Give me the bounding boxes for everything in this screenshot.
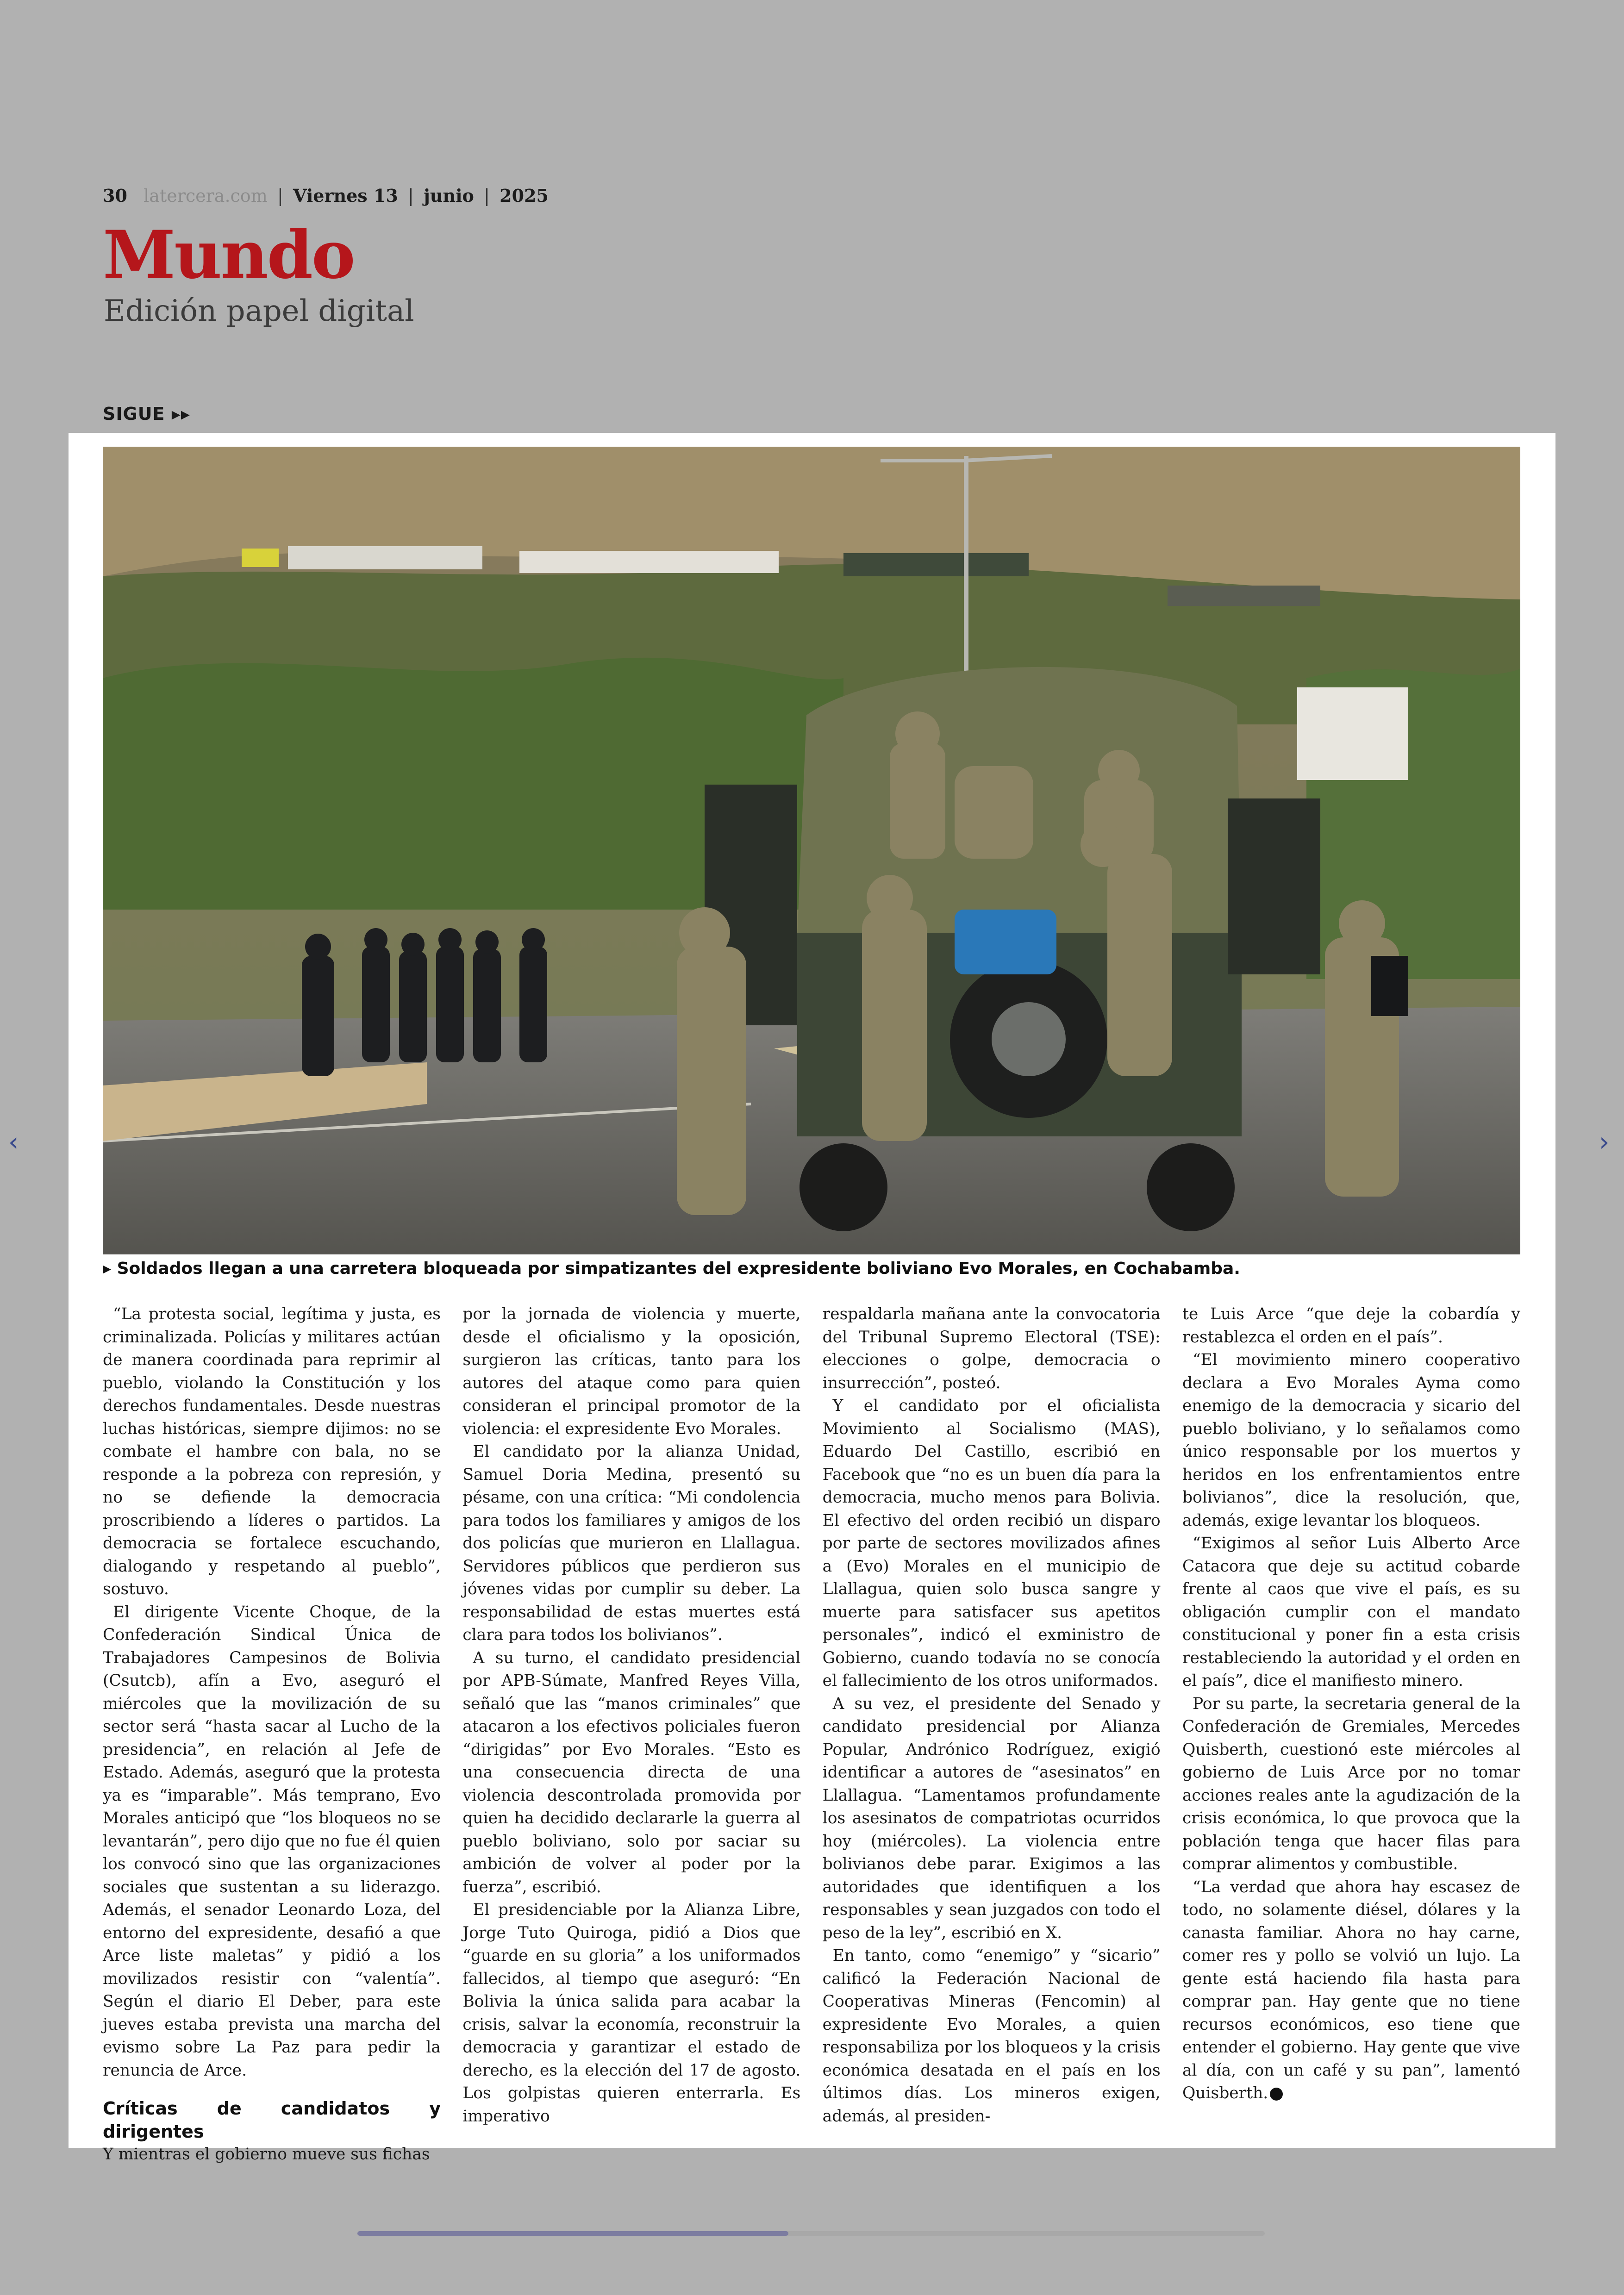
paragraph: Y el candidato por el oficialista Movimiento al Socialismo (MAS), Eduardo Del Castillo, escribió en Facebook que “no es un buen día para la democracia, mucho menos para Bolivia. El efectivo del orden recibió un disparo por parte de sectores movilizados afines a (Evo) Morales en el municipio de Llallagua, quien solo busca sangre y muerte para satisfacer sus apetitos personales”, indicó el exministro de Gobierno, cuando todavía no se conocía el fallecimiento de los otros uniformados.: [822, 1397, 1161, 1690]
continue-label: SIGUE ▸▸: [103, 404, 190, 424]
paragraph-end: [1182, 1876, 1520, 2105]
section-subtitle: Edición papel digital: [104, 294, 414, 328]
article-photo: [103, 447, 1520, 1254]
paragraph: El candidato por la alianza Unidad, Samuel Doria Medina, presentó su pésame, con una crítica: “Mi condolencia para todos los familiares y amigos de los dos policías que murieron en Llallagua. Servidores públicos que perdieron sus jóvenes vidas por cumplir su deber. La responsabilidad de estas muertes está clara para todos los bolivianos”.: [462, 1442, 801, 1644]
paragraph: “La protesta social, legítima y justa, es criminalizada. Policías y militares actúan de manera coordinada para reprimir al pueblo, violando la Constitución y los derechos fundamentales. Desde nuestras luchas históricas, siempre dijimos: no se combate el hambre con bala, no se responde a la pobreza con represión, y no se defiende la democracia proscribiendo a líderes o partidos. La democracia se fortalece escuchando, dialogando y respetando al pueblo”, sostuvo.: [103, 1305, 441, 1598]
paragraph: Por su parte, la secretaria general de la Confederación de Gremiales, Mercedes Quisberth, cuestionó este miércoles al gobierno de Luis Arce por no tomar acciones reales ante la agudización de la crisis económica, lo que provoca que la población tenga que hacer filas para comprar alimentos y combustible.: [1182, 1694, 1520, 1873]
section-title: Mundo: [103, 217, 354, 293]
paragraph: El presidenciable por la Alianza Libre, Jorge Tuto Quiroga, pidió a Dios que “guarde en su gloria” a los uniformados fallecidos, al tiempo que aseguró: “En Bolivia la única salida para acabar la crisis, salvar la economía, reconstruir la democracia y garantizar el estado de derecho, es la elección del 17 de agosto. Los golpistas quieren enterrarla. Es imperativo: [462, 1901, 801, 2126]
site-name: latercera.com: [144, 186, 268, 206]
paragraph: A su turno, el candidato presidencial por APB-Súmate, Manfred Reyes Villa, señaló que las “manos criminales” que atacaron a los efectivos policiales fueron “dirigidas” por Evo Morales. “Esto es una consecuencia directa de una violencia descontrolada promovida por quien ha decidido declararle la guerra al pueblo boliviano, solo por saciar su ambición de volver al poder por la fuerza”, escribió.: [462, 1648, 801, 1896]
separator: |: [484, 186, 490, 206]
paragraph: por la jornada de violencia y muerte, desde el oficialismo y la oposición, surgieron las críticas, tanto para los autores del ataque como para quien consideran el principal promotor de la violencia: el expresidente Evo Morales.: [462, 1305, 801, 1438]
article-page: [69, 433, 1555, 2164]
paragraph: El dirigente Vicente Choque, de la Confederación Sindical Única de Trabajadores Campesinos de Bolivia (Csutcb), afín a Evo, aseguró el miércoles que la movilización de su sector será “hasta sacar al Lucho de la presidencia”, en relación al Jefe de Estado. Además, aseguró que la protesta ya es “imparable”. Más temprano, Evo Morales anticipó que “los bloqueos no se levantarán”, pero dijo que no fue él quien los convocó sino que las organizaciones sociales que sustentan a su liderazgo. Además, el senador Leonardo Loza, del entorno del expresidente, desafió a que Arce liste maletas” y pidió a los movilizados resistir con “valentía”. Según el diario El Deber, para este jueves estaba prevista una marcha del evismo sobre La Paz para pedir la renuncia de Arce.: [103, 1603, 441, 2080]
paragraph: Y mientras el gobierno mueve sus fichas: [103, 2145, 430, 2164]
article-column-1: [103, 1303, 441, 2164]
paragraph: respaldarla mañana ante la convocatoria del Tribunal Supremo Electoral (TSE): elecciones o golpe, democracia o insurrección”, posteó.: [822, 1305, 1161, 1392]
paragraph: “El movimiento minero cooperativo declara a Evo Morales Ayma como enemigo de la democracia y sicario del pueblo boliviano, y lo señalamos como único responsable por los muertos y heridos en los enfrentamientos entre bolivianos”, dice la resolución, que, además, exige levantar los bloqueos.: [1182, 1351, 1520, 1530]
paragraph: A su vez, el presidente del Senado y candidato presidencial por Alianza Popular, Andrónico Rodríguez, exigió identificar a autores de “asesinatos” en Llallagua. “Lamentamos profundamente los asesinatos de compatriotas ocurridos hoy (miércoles). La violencia entre bolivianos debe parar. Exigimos a las autoridades que identifiquen a los responsables y sean juzgados con todo el peso de la ley”, escribió en X.: [822, 1694, 1161, 1942]
paragraph-text: “La verdad que ahora hay escasez de todo, no solamente diésel, dólares y la canasta familiar. Ahora no hay carne, comer res y pollo se volvió un lujo. La gente está haciendo fila hasta para comprar pan. Hay gente que no tiene recursos económicos, eso tiene que entender el gobierno. Hay gente que vive al día, con un café y su pan”, lamentó Quisberth.: [1182, 1877, 1520, 2102]
photo-illustration: [103, 447, 1520, 1254]
paragraph: “Exigimos al señor Luis Alberto Arce Catacora que deje su actitud cobarde frente al caos que vive el país, es su obligación cumplir con el mandato constitucional y poner fin a esta crisis restableciendo la autoridad y el orden en el país”, dice el manifiesto minero.: [1182, 1534, 1520, 1690]
issue-month: junio: [424, 185, 474, 206]
previous-page-icon[interactable]: ‹: [8, 1127, 19, 1157]
article-column-2: [462, 1303, 801, 2126]
paragraph: te Luis Arce “que deje la cobardía y restablezca el orden en el país”.: [1182, 1305, 1520, 1347]
page-number: 30: [103, 185, 127, 206]
article-column-3: [822, 1303, 1161, 2126]
reading-progress-fill: [357, 2231, 788, 2236]
subheading: Críticas de candidatos y dirigentes: [103, 2098, 441, 2142]
separator: |: [277, 186, 283, 206]
separator: |: [408, 186, 414, 206]
reading-progress-bar[interactable]: [357, 2231, 1265, 2236]
paragraph: En tanto, como “enemigo” y “sicario” calificó la Federación Nacional de Cooperativas Mineras (Fencomin) al expresidente Evo Morales, a quien responsabiliza por los bloqueos y la crisis económica desatada en el país en los últimos días. Los mineros exigen, además, al presiden-: [822, 1946, 1161, 2126]
article-body: [103, 1303, 1520, 2164]
photo-caption: ▸ Soldados llegan a una carretera bloqueada por simpatizantes del expresidente boliviano Evo Morales, en Cochabamba.: [103, 1259, 1240, 1278]
article-column-4: [1182, 1303, 1520, 2102]
next-page-icon[interactable]: ›: [1599, 1127, 1610, 1157]
page-header-meta: [103, 185, 549, 206]
issue-year: 2025: [500, 185, 549, 206]
issue-day: Viernes 13: [293, 185, 398, 206]
end-of-article-icon: [1270, 2088, 1283, 2101]
